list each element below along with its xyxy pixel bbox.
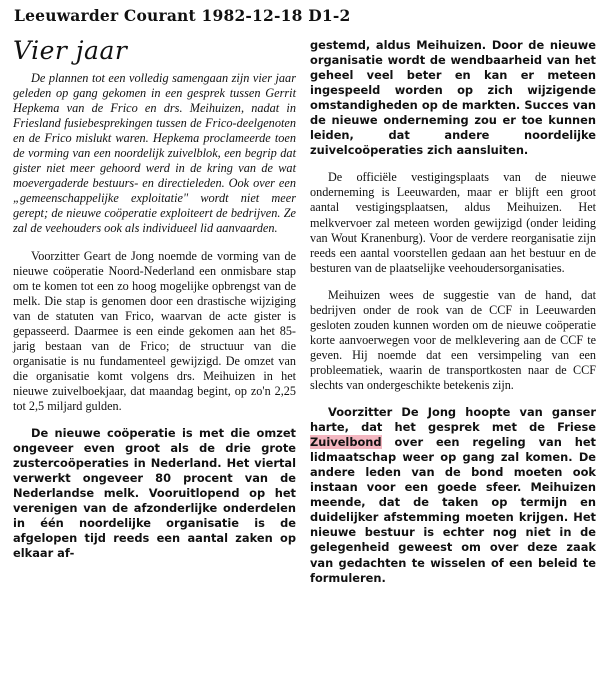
closing-text-end: over een regeling van het lidmaatschap weer op gang zal komen. De andere leden van de bond moeten ook instaan voor een goede sfeer. Meihuizen meende, dat de taken op termijn en duidelijker afstemming moeten krijgen. Het nieuwe bestuur is echter nog niet in de gelegenheid geweest om over deze zaak van gedachten te wisselen of een beleid te formuleren. — [310, 435, 596, 585]
closing-text-start: Voorzitter De Jong hoopte van ganser harte, dat het gesprek met de Friese — [310, 405, 596, 435]
bold-paragraph: De nieuwe coöperatie is met die omzet ongeveer even groot als de drie grote zustercoöperaties in Nederland. Het viertal verwerkt ongeveer 80 procent van de Nederlandse melk. Vooruitlopend op het verenigen van de afzonderlijke onderdelen in één noordelijke organisatie is de afgelopen tijd reeds een aantal zaken op elkaar af- — [13, 426, 296, 561]
left-column — [13, 28, 296, 573]
body-paragraph: Meihuizen wees de suggestie van de hand, dat bedrijven onder de rook van de CCF in Leeuwarden gesloten zouden kunnen worden om de nieuwe coöperatie korte aanvoerwegen voor de melklevering aan de CCF te geven. Hij noemde dat een versimpeling van een probleematiek, waarin de transportkosten naar de CCF slechts van ondergeschikte betekenis zijn. — [310, 287, 596, 392]
bold-continuation-paragraph: gestemd, aldus Meihuizen. Door de nieuwe organisatie wordt de wendbaarheid van het geheel veel beter en kan er meteen ingespeeld worden op zich wijzigende omstandigheden op de markten. Succes van de nieuwe onderneming zou er toe kunnen leiden, dat andere noordelijke zuivelcoöperaties zich aansluiten. — [310, 38, 596, 158]
body-paragraph: Voorzitter Geart de Jong noemde de vorming van de nieuwe coöperatie Noord-Nederland een onmisbare stap om te komen tot een zo hoog mogelijke opbrengst van de melk. Die stap is genomen door een drastische wijziging van de statuten van Frico, waarvan de acte gister is gepasseerd. Daarmee is een einde gekomen aan het 85-jarig bestaan van de Frico; de structuur van die organisatie is nu fundamenteel gewijzigd. De omzet van die organisatie komt volgens drs. Meihuizen in het nieuwe zuivelboekjaar, dat maandag begint, op zo'n 2,25 tot 2,5 miljard gulden. — [13, 248, 296, 413]
page-header: Leeuwarder Courant 1982-12-18 D1-2 — [14, 6, 351, 25]
intro-paragraph: De plannen tot een volledig samengaan zijn vier jaar geleden op gang gekomen in een gesprek tussen Gerrit Hepkema van de Frico en drs. Meihuizen, nadat in Friesland fusiebesprekingen tussen de Frico-deelgenoten en de Frico mislukt waren. Hepkema proclameerde toen de vorming van een noordelijk zuivelblok, een begrip dat gister niet meer gehoord werd in de kring van de wat moevergaderde bestuurs- en directieleden. Ook over een „gemeenschappelijke exploitatie" wordt niet meer gerept; de nieuwe coöperatie exploiteert de bedrijven. Ze zal de veehouders ook als individueel lid aanvaarden. — [13, 71, 296, 236]
closing-paragraph — [310, 405, 596, 586]
article-title: Vier jaar — [13, 36, 128, 65]
body-paragraph: De officiële vestigingsplaats van de nieuwe onderneming is Leeuwarden, maar er blijft een groot aantal vestigingsplaatsen, aldus Meihuizen. Het melkvervoer zal meteen worden gewijzigd (onder leiding van Wout Kranenburg). Voor de verdere reorganisatie zijn reeds een aantal voorstellen gedaan aan het bestuur en de besturen van de plaatselijke veehoudersorganisaties. — [310, 170, 596, 275]
highlighted-term: Zuivelbond — [310, 435, 382, 450]
right-column — [310, 38, 596, 598]
